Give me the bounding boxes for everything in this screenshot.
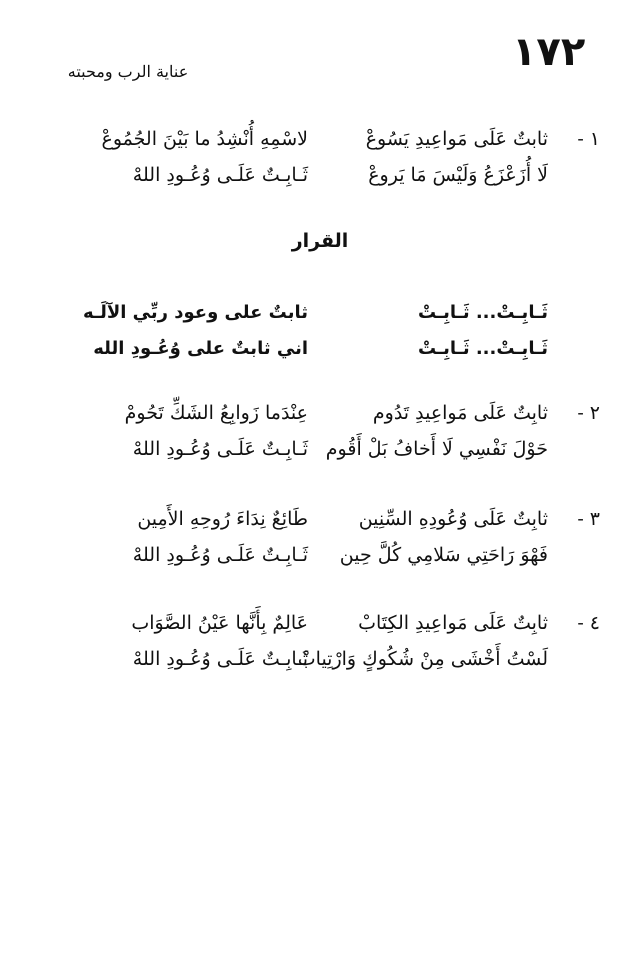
verse-2-line-1-left: عِنْدَما زَوابِعُ الشَكِّ تَحُومْ — [124, 402, 308, 424]
verse-1-number: ١ - — [577, 128, 600, 150]
verse-2-line-2-left: ثَـابِـتٌ عَلَـى وُعُـودِ اللهْ — [132, 438, 308, 460]
verse-2-line-1-right: ثابِتٌ عَلَى مَواعِيدِ تَدُوم — [372, 402, 548, 424]
verse-3-line-1-left: طَائِعٌ نِدَاءَ رُوحِهِ الأَمِين — [137, 508, 308, 530]
page-number: ١٧٢ — [512, 29, 586, 75]
verse-1-line-2-right: لَا أُزَعْزَعُ وَلَيْسَ مَا يَروعْ — [368, 164, 548, 186]
running-header: عناية الرب ومحبته — [67, 62, 189, 81]
verse-3-line-1-right: ثابِتٌ عَلَى وُعُودِهِ السِّنِين — [358, 508, 548, 530]
verse-1-line-1-right: ثابتٌ عَلَى مَواعِيدِ يَسُوعْ — [365, 128, 548, 150]
refrain-line-1-left: ثابتٌ على وعود ربِّي الآلَـه — [83, 302, 308, 323]
verse-2-line-2-right: حَوْلَ نَفْسِي لَا أَخافُ بَلْ أَقُوم — [325, 438, 548, 460]
refrain-line-1-right: ثَـابِـتْ... ثَـابِـتْ — [417, 302, 548, 323]
verse-4-line-2-right: لَسْتُ أَخْشَى مِنْ شُكُوكٍ وَارْتِيابْ — [297, 648, 548, 670]
verse-1-line-2-left: ثَـابِـتٌ عَلَـى وُعُـودِ اللهْ — [132, 164, 308, 186]
verse-4-number: ٤ - — [577, 612, 600, 634]
verse-4-line-2-left: ثَـابِـتٌ عَلَـى وُعُـودِ اللهْ — [132, 648, 308, 670]
verse-4-line-1-left: عَالِمٌ بِأَنَّها عَيْنُ الصَّوَاب — [131, 612, 308, 634]
verse-3-line-2-right: فَهْوَ رَاحَتِي سَلامِي كُلَّ حِين — [339, 544, 548, 566]
verse-3-number: ٣ - — [577, 508, 600, 530]
refrain-line-2-right: ثَـابِـتْ... ثَـابِـتْ — [417, 338, 548, 359]
verse-3-line-2-left: ثَـابِـتٌ عَلَـى وُعُـودِ اللهْ — [132, 544, 308, 566]
verse-4-line-1-right: ثابِتٌ عَلَى مَواعِيدِ الكِتَابْ — [358, 612, 548, 634]
verse-1-line-1-left: لاسْمِهِ أُنْشِدُ ما بَيْنَ الجُمُوعْ — [101, 128, 308, 150]
refrain-title: القرار — [291, 230, 349, 252]
verse-2-number: ٢ - — [577, 402, 600, 424]
refrain-line-2-left: اني ثابتٌ على وُعُـودِ الله — [93, 338, 308, 359]
